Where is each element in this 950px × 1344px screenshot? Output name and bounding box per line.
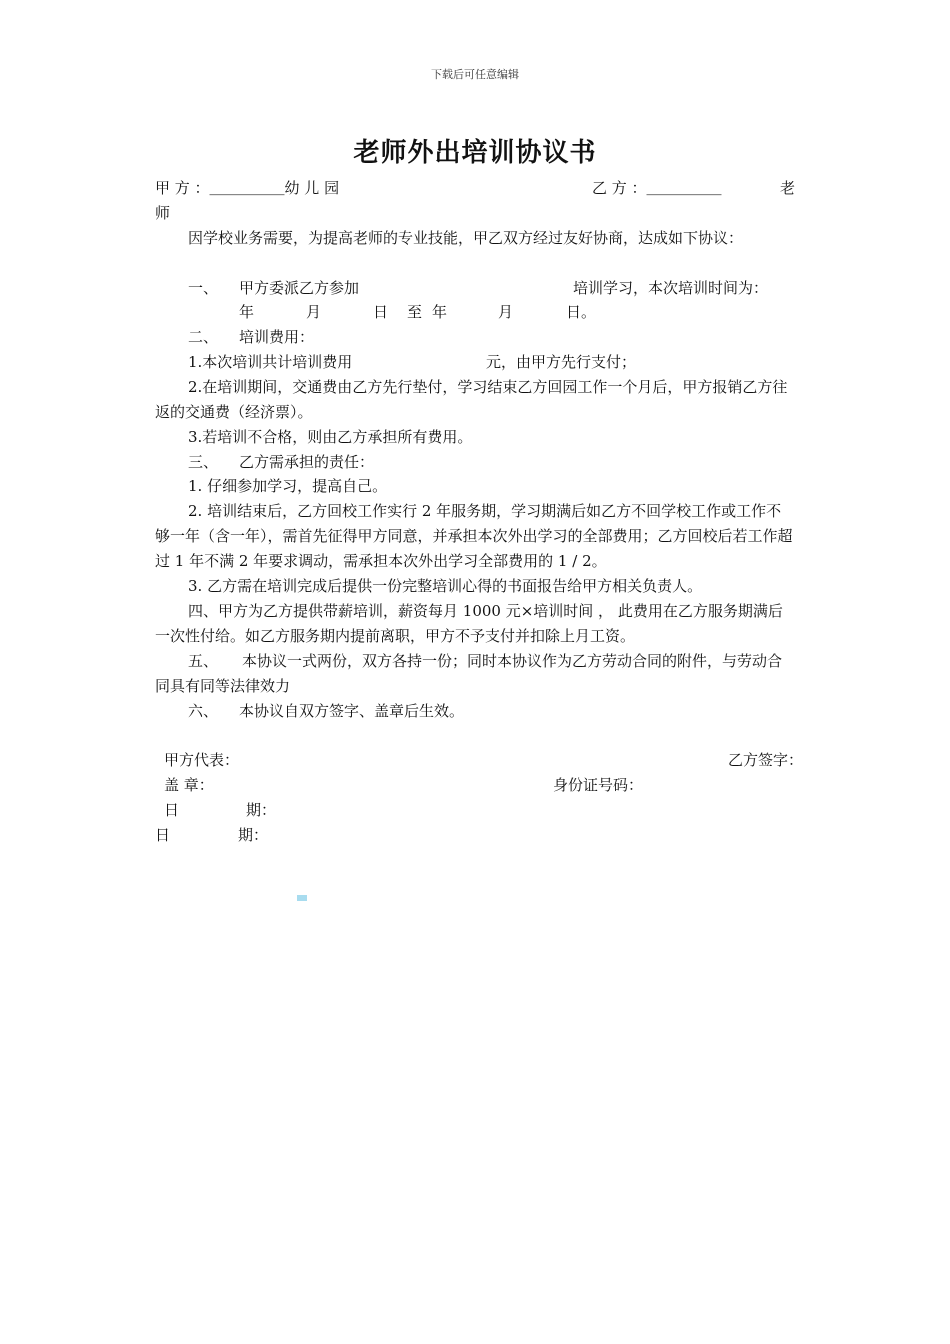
intro-paragraph: 因学校业务需要，为提高老师的专业技能，甲乙双方经过友好协商，达成如下协议： <box>188 229 744 247</box>
clause2-item3: 3.若培训不合格，则由乙方承担所有费用。 <box>188 428 473 446</box>
clause3-item1: 1. 仔细参加学习，提高自己。 <box>188 477 388 495</box>
clause1-year1: 年 <box>239 303 255 321</box>
clause5 <box>155 649 795 699</box>
clause3-item2: 2. 培训结束后，乙方回校工作实行 2 年服务期，学习期满后如乙方不回学校工作或工作不够一年（含一年），需首先征得甲方同意，并承担本次外出学习的全部费用；乙方回校后若工作超过 1 年不满 2 年要求调动，需承担本次外出学习全部费用的 1 / 2。 <box>155 502 793 570</box>
clause1-day1: 日 <box>373 303 389 321</box>
date-b-label-2: 期： <box>238 826 269 844</box>
party-b-signature: 乙方签字： <box>728 751 804 769</box>
highlight-marker <box>297 895 307 901</box>
clause2-heading: 培训费用： <box>239 328 315 346</box>
party-a-line: 甲 方 ：＿＿＿＿＿幼 儿 园 <box>155 179 340 197</box>
seal-label: 盖 章： <box>164 776 214 794</box>
clause1-text-a: 甲方委派乙方参加 <box>239 279 360 297</box>
clause2-item1-b: 元，由甲方先行支付； <box>486 353 637 371</box>
date-b-label-1: 日 <box>155 826 171 844</box>
header-note: 下载后可任意编辑 <box>431 68 519 81</box>
clause6-num: 六、 <box>188 702 219 720</box>
clause1-text-b: 培训学习，本次培训时间为： <box>573 279 769 297</box>
date-a-label-1: 日 <box>164 801 180 819</box>
clause1-to: 至 <box>407 303 423 321</box>
clause1-month1: 月 <box>306 303 322 321</box>
party-b-suffix: 老 <box>780 179 796 197</box>
clause1-day2: 日。 <box>566 303 597 321</box>
clause5-num: 五、 <box>188 652 219 670</box>
party-b-line: 乙 方 ：＿＿＿＿＿ <box>592 179 722 197</box>
clause4: 四、甲方为乙方提供带薪培训，薪资每月 1000 元×培训时间 ， 此费用在乙方服务期满后一次性付给。如乙方服务期内提前离职，甲方不予支付并扣除上月工资。 <box>155 602 783 645</box>
clause3-heading: 乙方需承担的责任： <box>239 453 375 471</box>
clause1-num: 一、 <box>188 279 219 297</box>
party-a-representative: 甲方代表： <box>164 751 240 769</box>
clause2-num: 二、 <box>188 328 219 346</box>
clause5-text: 本协议一式两份，双方各持一份；同时本协议作为乙方劳动合同的附件，与劳动合同具有同等法律效力 <box>155 652 783 695</box>
clause1-year2: 年 <box>432 303 448 321</box>
clause6-text: 本协议自双方签字、盖章后生效。 <box>239 702 465 720</box>
date-a-label-2: 期： <box>246 801 277 819</box>
document-title: 老师外出培训协议书 <box>353 138 597 168</box>
clause1-month2: 月 <box>498 303 514 321</box>
clause3-item3: 3. 乙方需在培训完成后提供一份完整培训心得的书面报告给甲方相关负责人。 <box>188 577 703 595</box>
clause2-item1-a: 1.本次培训共计培训费用 <box>188 353 353 371</box>
id-number-label: 身份证号码： <box>553 776 644 794</box>
party-b-suffix-wrap: 师 <box>155 204 171 222</box>
clause2-item2: 2.在培训期间，交通费由乙方先行垫付，学习结束乙方回园工作一个月后，甲方报销乙方往返的交通费（经济票）。 <box>155 378 788 421</box>
clause3-num: 三、 <box>188 453 219 471</box>
